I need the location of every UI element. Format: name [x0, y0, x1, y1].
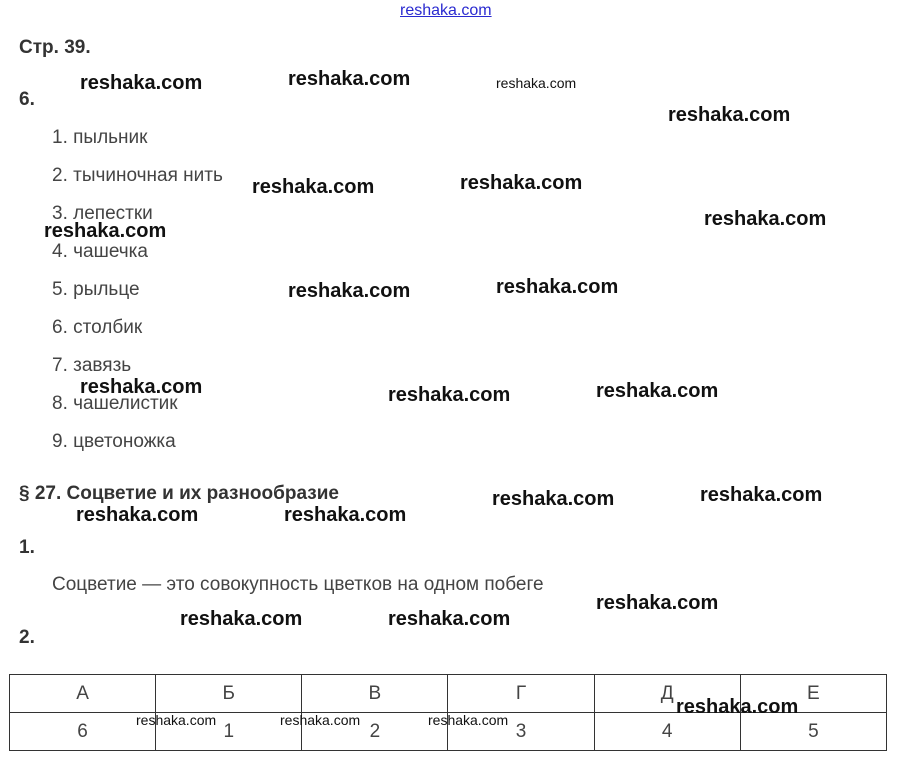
- list-item: 5. рыльце: [52, 279, 140, 300]
- watermark: reshaka.com: [388, 608, 511, 630]
- table-cell: 3: [448, 713, 594, 751]
- watermark: reshaka.com: [80, 376, 203, 398]
- task-1-number: 1.: [19, 537, 35, 558]
- task-2-number: 2.: [19, 627, 35, 648]
- site-link[interactable]: reshaka.com: [400, 2, 492, 19]
- watermark: reshaka.com: [596, 380, 719, 402]
- watermark: reshaka.com: [700, 484, 823, 506]
- watermark: reshaka.com: [496, 75, 577, 91]
- list-item: 3. лепестки: [52, 203, 153, 224]
- list-item: 6. столбик: [52, 317, 143, 338]
- watermark: reshaka.com: [76, 504, 199, 526]
- section-title: § 27. Соцветие и их разнообразие: [19, 483, 339, 504]
- table-header-cell: Е: [740, 675, 886, 713]
- table-header-cell: В: [302, 675, 448, 713]
- watermark: reshaka.com: [288, 280, 411, 302]
- watermark: reshaka.com: [492, 488, 615, 510]
- watermark: reshaka.com: [180, 608, 303, 630]
- list-item: 8. чашелистик: [52, 393, 178, 414]
- table-cell: 4: [594, 713, 740, 751]
- watermark: reshaka.com: [388, 384, 511, 406]
- task-6-number: 6.: [19, 89, 35, 110]
- watermark: reshaka.com: [136, 712, 217, 728]
- table-header-cell: Д: [594, 675, 740, 713]
- table-cell: 6: [10, 713, 156, 751]
- watermark: reshaka.com: [668, 104, 791, 126]
- watermark: reshaka.com: [252, 176, 375, 198]
- list-item: 7. завязь: [52, 355, 132, 376]
- watermark: reshaka.com: [704, 208, 827, 230]
- watermark: reshaka.com: [288, 68, 411, 90]
- watermark: reshaka.com: [284, 504, 407, 526]
- watermark: reshaka.com: [496, 276, 619, 298]
- table-header-cell: Г: [448, 675, 594, 713]
- table-cell: 2: [302, 713, 448, 751]
- page-reference: Стр. 39.: [19, 37, 91, 58]
- table-header-cell: А: [10, 675, 156, 713]
- watermark: reshaka.com: [280, 712, 361, 728]
- watermark: reshaka.com: [460, 172, 583, 194]
- list-item: 1. пыльник: [52, 127, 148, 148]
- watermark: reshaka.com: [676, 696, 799, 718]
- table-header-cell: Б: [156, 675, 302, 713]
- watermark: reshaka.com: [428, 712, 509, 728]
- table-cell: 5: [740, 713, 886, 751]
- watermark: reshaka.com: [80, 72, 203, 94]
- watermark: reshaka.com: [596, 592, 719, 614]
- definition-text: Соцветие — это совокупность цветков на одном побеге: [52, 574, 544, 595]
- table-cell: 1: [156, 713, 302, 751]
- list-item: 2. тычиночная нить: [52, 165, 223, 186]
- list-item: 4. чашечка: [52, 241, 148, 262]
- list-item: 9. цветоножка: [52, 431, 176, 452]
- watermark: reshaka.com: [44, 220, 167, 242]
